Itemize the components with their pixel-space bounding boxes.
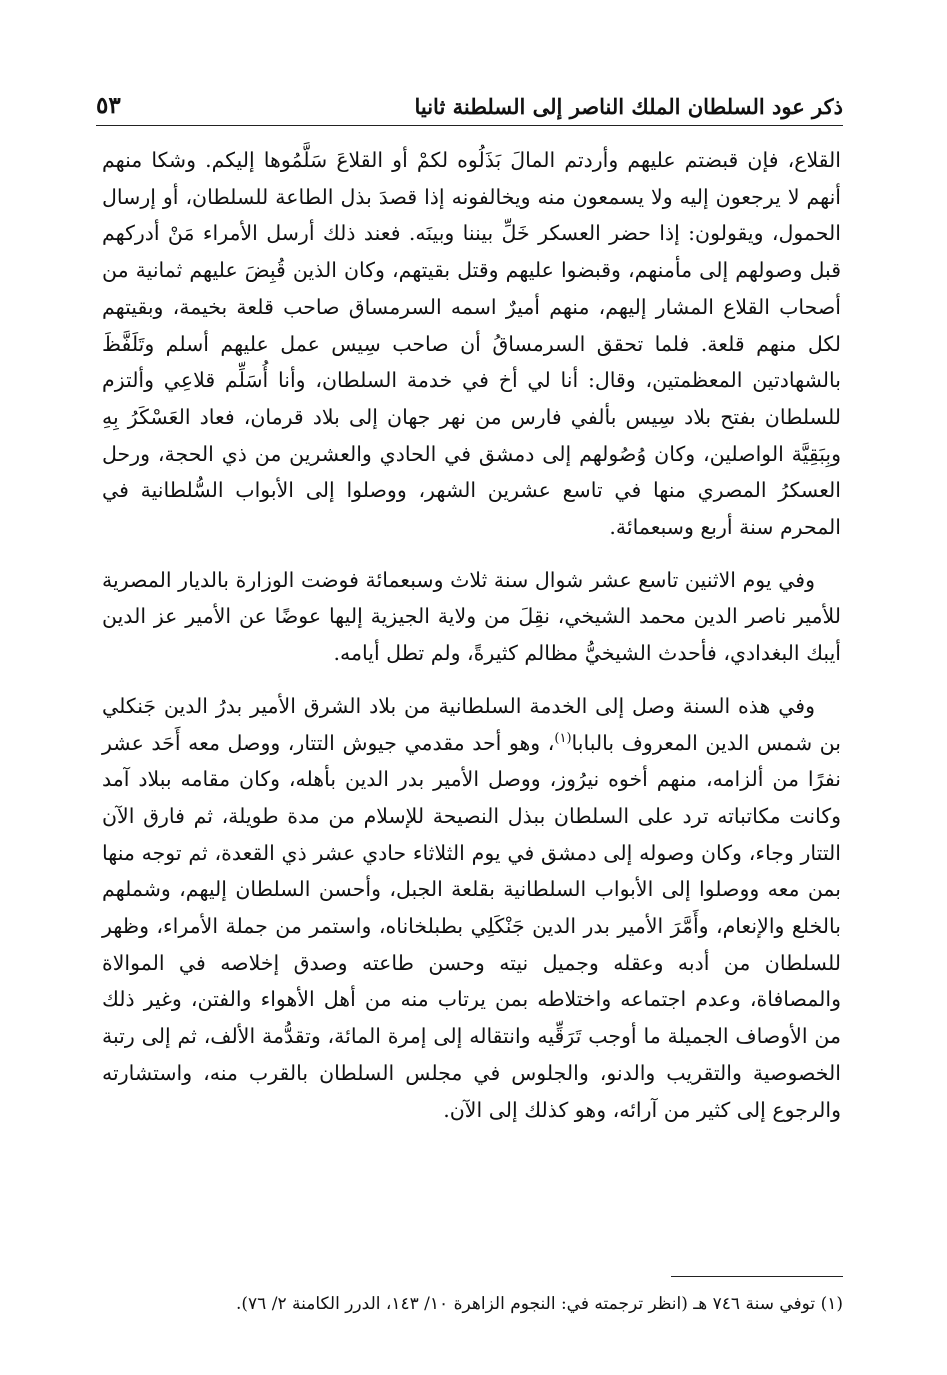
paragraph xyxy=(102,562,841,672)
page-number: ٥٣ xyxy=(96,92,121,119)
paragraph-text: القلاع، فإن قبضتم عليهم وأردتم المالَ بَذَلُوه لكمْ أو القلاعَ سَلَّمُوها إليكم. وشكا منهم أنهم لا يرجعون إليه ولا يسمعون منه ويخالفونه إذا قصدَ بذل الطاعة للسلطان، أو إرسال الحمول، ويقولون: إذا حضر العسكر خَلِّ بيننا وبينَه. فعند ذلك أرسل الأمراء مَنْ أدركهم قبل وصولهم إلى مأمنهم، وقبضوا عليهم وقتل بقيتهم، وكان الذين قُبِضَ عليهم ثمانية من أصحاب القلاع المشار إليهم، منهم أميرٌ اسمه السرمساق صاحب قلعة بخيمة، وبقيتهم لكل منهم قلعة. فلما تحقق السرمساقُ أن صاحب سِيس عمل عليهم أسلم وتَلَفَّظَ بالشهادتين المعظمتين، وقال: أنا لي أخ في خدمة السلطان، وأنا أُسَلِّم قلاعِي وألتزم للسلطان بفتح بلاد سِيس بألفي فارس من نهر جهان إلى بلاد قرمان، فعاد العَسْكَرُ بِهِ وبِبَقِيَّة الواصلين، وكان وُصُولهم إلى دمشق في الحادي والعشرين من ذي الحجة، ورحل العسكرُ المصري منها في تاسع عشرين الشهر، ووصلوا إلى الأبواب السُّلطانية في المحرم سنة أربع وسبعمائة. xyxy=(102,148,841,540)
paragraph-text: وفي هذه السنة وصل إلى الخدمة السلطانية من بلاد الشرق الأمير بدرُ الدين جَنكلي بن شمس الدين المعروف بالبابا xyxy=(102,693,841,755)
paragraph xyxy=(102,688,841,1128)
footnote-reference: (١) xyxy=(554,730,572,746)
paragraph xyxy=(102,142,841,546)
paragraph-text: وفي يوم الاثنين تاسع عشر شوال سنة ثلاث وسبعمائة فوضت الوزارة بالديار المصرية للأمير ناصر الدين محمد الشيخي، نقِلَ من ولاية الجيزية إليها عوضًا عن الأمير عز الدين أيبك البغدادي، فأحدث الشيخيُّ مظالم كثيرةً، ولم تطل أيامه. xyxy=(102,567,841,666)
running-title: ذكر عود السلطان الملك الناصر إلى السلطنة ثانيا xyxy=(414,94,843,119)
footnote-separator xyxy=(671,1276,843,1277)
paragraph-text: ، وهو أحد مقدمي جيوش التتار، ووصل معه أَحَد عشر نفرًا من ألزامه، منهم أخوه نيرُوز، ووصل الأمير بدر الدين بأهله، وكان مقامه ببلاد آمد وكانت مكاتباته ترد على السلطان ببذل النصيحة للإسلام من مدة طويلة، ثم فارق الآن التتار وجاء، وكان وصوله إلى دمشق في يوم الثلاثاء حادي عشر ذي القعدة، ثم توجه منها بمن معه ووصلوا إلى الأبواب السلطانية بقلعة الجبل، وأحسن السلطان إليهم، وشملهم بالخلع والإنعام، وأَمَّرَ الأمير بدر الدين جَنْكَلِي بطبلخاناه، واستمر من جملة الأمراء، وظهر للسلطان من أدبه وعقله وجميل نيته وحسن طاعته وصدق إخلاصه في الموالاة والمصافاة، وعدم اجتماعه واختلاطه بمن يرتاب منه من أهل الأهواء والفتن، وغير ذلك من الأوصاف الجميلة ما أوجب تَرَقِّيه وانتقاله إلى إمرة المائة، وتقدُّمة الألف، ثم إلى رتبة الخصوصية والتقريب والدنو، والجلوس في مجلس السلطان بالقرب منه، واستشارته والرجوع إلى كثير من آرائه، وهو كذلك إلى الآن. xyxy=(102,730,841,1122)
body-text xyxy=(102,142,841,1144)
page-header xyxy=(96,78,843,126)
footnote: (١) توفي سنة ٧٤٦ هـ (انظر ترجمته في: النجوم الزاهرة ١٠/ ١٤٣، الدرر الكامنة ٢/ ٧٦). xyxy=(236,1294,843,1314)
